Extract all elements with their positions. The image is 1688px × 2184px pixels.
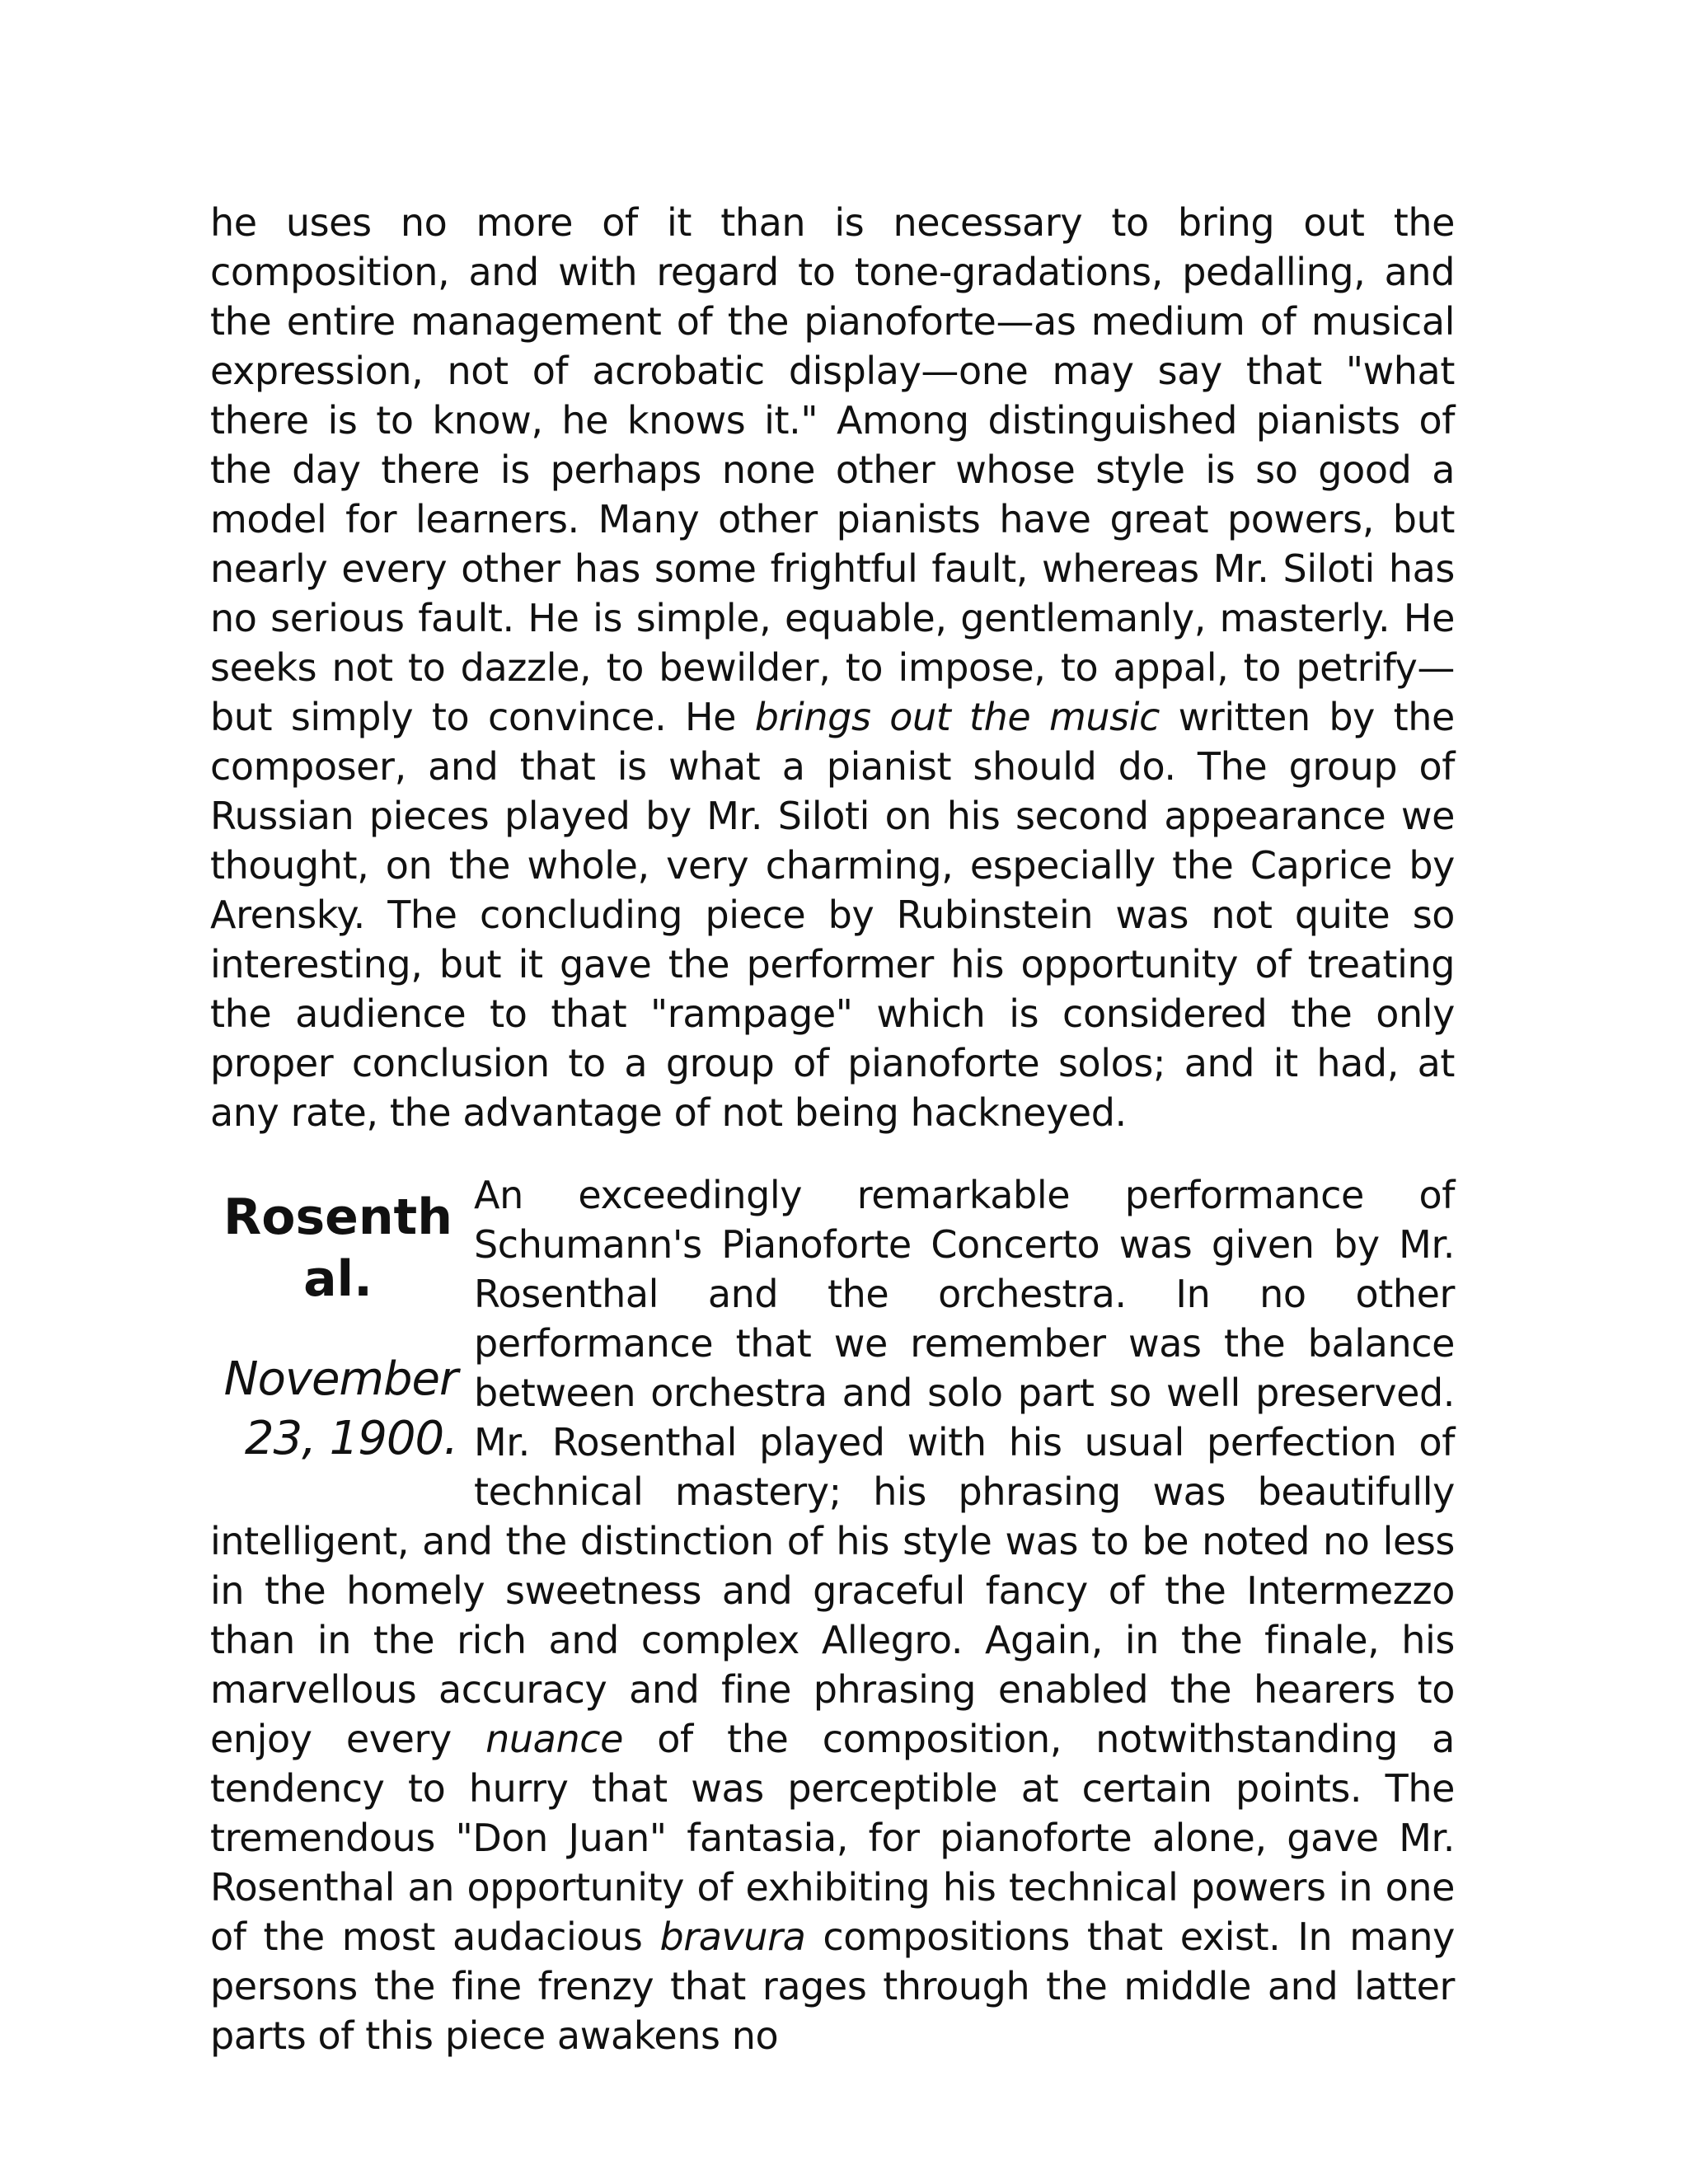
paragraph-text: of the composition, notwithstanding a tendency to hurry that was perceptible at certain points. The tremendous "Don Juan" fantasia, for pianoforte alone, gave Mr. Rosenthal an opportunity of exhibiting his technical powers in one of the most audacious — [210, 1717, 1455, 1959]
italic-phrase: brings out the music — [754, 695, 1160, 739]
paragraph-siloti — [210, 198, 1455, 1137]
page-body — [210, 198, 1455, 2060]
paragraph-text: An exceedingly remarkable performance of Schumann's Pianoforte Concerto was given by Mr. Rosenthal and the orchestra. In no other performance that we remember was the balance between orchestra and solo part so well preserved. Mr. Rosenthal played with his usual perfection of technical mastery; his phrasing was beautifully intelligent, and the distinction of his style was to be noted no less in the homely sweetness and graceful fancy of the Intermezzo than in the rich and complex Allegro. Again, in the finale, his marvellous accuracy and fine phrasing enabled the hearers to enjoy every — [210, 1173, 1455, 1761]
paragraph-text: written by the composer, and that is what a pianist should do. The group of Russian pieces played by Mr. Siloti on his second appearance we thought, on the whole, very charming, especially the Caprice by Arensky. The concluding piece by Rubinstein was not quite so interesting, but it gave the performer his opportunity of treating the audience to that "rampage" which is considered the only proper conclusion to a group of pianoforte solos; and it had, at any rate, the advantage of not being hackneyed. — [210, 695, 1455, 1135]
paragraph-gap — [210, 1137, 1455, 1170]
italic-word: nuance — [485, 1717, 623, 1761]
margin-note-name: Rosenthal. — [223, 1188, 452, 1308]
paragraph-text: compositions that exist. In many persons the fine frenzy that rages through the middle and latter parts of this piece awakens no — [210, 1915, 1455, 2058]
margin-note — [210, 1187, 457, 1469]
italic-word: bravura — [659, 1915, 806, 1959]
paragraph-text: he uses no more of it than is necessary to bring out the composition, and with regard to tone-gradations, pedalling, and the entire management of the pianoforte—as medium of musical expression, not of acrobatic display—one may say that "what there is to know, he knows it." Among distinguished pianists of the day there is perhaps none other whose style is so good a model for learners. Many other pianists have great powers, but nearly every other has some frightful fault, whereas Mr. Siloti has no serious fault. He is simple, equable, gentlemanly, masterly. He seeks not to dazzle, to bewilder, to impose, to appal, to petrify—but simply to convince. He — [210, 200, 1455, 739]
margin-note-date: November 23, 1900. — [223, 1352, 457, 1465]
